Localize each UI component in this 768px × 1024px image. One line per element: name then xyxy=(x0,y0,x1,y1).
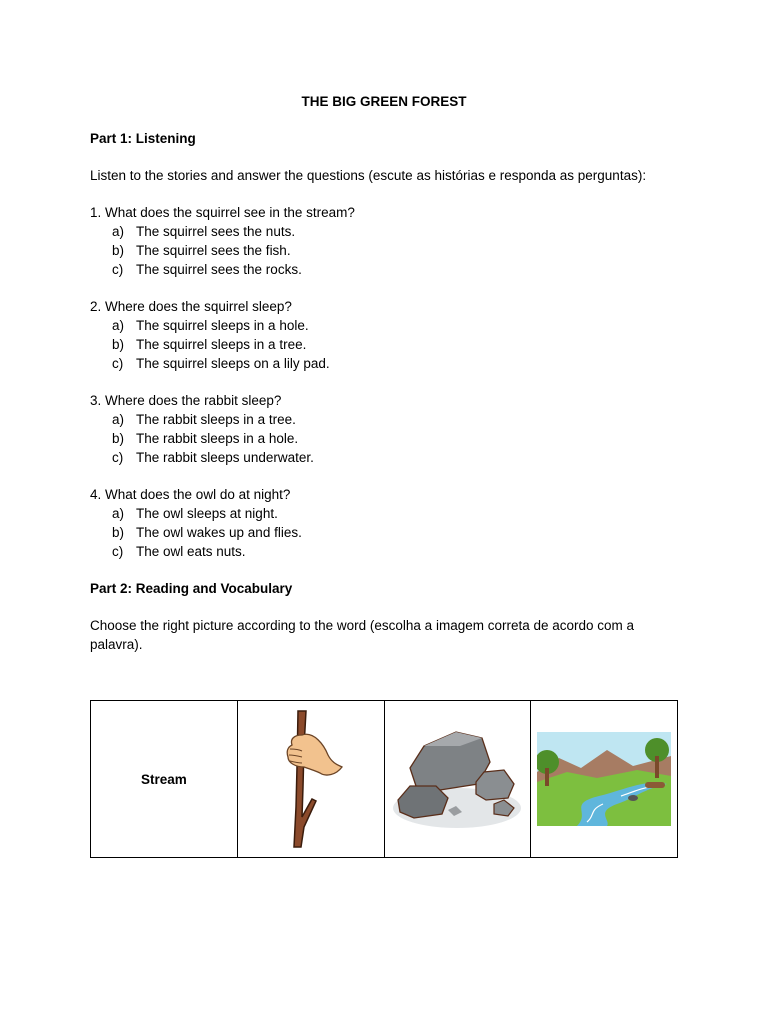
option-item xyxy=(90,410,690,429)
option-letter: b) xyxy=(112,525,125,540)
option-letter: c) xyxy=(112,544,124,559)
picture-cell-rocks[interactable] xyxy=(384,701,531,858)
option-item xyxy=(90,222,690,241)
option-letter: a) xyxy=(112,412,125,427)
option-letter: b) xyxy=(112,337,125,352)
option-letter: c) xyxy=(112,262,124,277)
option-letter: b) xyxy=(112,243,125,258)
page-title: THE BIG GREEN FOREST xyxy=(301,94,467,109)
option-item xyxy=(90,429,690,448)
question-text: 2. Where does the squirrel sleep? xyxy=(90,299,292,314)
question-text: 1. What does the squirrel see in the stream? xyxy=(90,205,355,220)
option-letter: c) xyxy=(112,450,124,465)
option-letter: a) xyxy=(112,224,125,239)
worksheet-page xyxy=(90,92,690,858)
word-cell xyxy=(91,701,238,858)
option-list xyxy=(90,504,690,561)
picture-cell-stick[interactable] xyxy=(237,701,384,858)
option-text: The squirrel sees the fish. xyxy=(136,243,291,258)
option-item xyxy=(90,542,690,561)
option-letter: a) xyxy=(112,318,125,333)
option-list xyxy=(90,410,690,467)
option-text: The owl sleeps at night. xyxy=(136,506,278,521)
option-text: The owl eats nuts. xyxy=(136,544,246,559)
option-text: The rabbit sleeps underwater. xyxy=(136,450,314,465)
stick-image xyxy=(276,707,346,852)
table-row xyxy=(91,701,678,858)
option-item xyxy=(90,241,690,260)
vocabulary-table xyxy=(90,700,678,858)
vocabulary-word: Stream xyxy=(140,771,187,787)
option-item xyxy=(90,335,690,354)
option-text: The squirrel sleeps in a hole. xyxy=(136,318,309,333)
part2-instruction: Choose the right picture according to the word (escolha a imagem correta de acordo com a palavra). xyxy=(90,618,635,652)
question-text: 4. What does the owl do at night? xyxy=(90,487,291,502)
question-4 xyxy=(90,485,690,561)
option-text: The squirrel sleeps on a lily pad. xyxy=(136,356,330,371)
option-letter: c) xyxy=(112,356,124,371)
option-item xyxy=(90,448,690,467)
option-letter: b) xyxy=(112,431,125,446)
option-item xyxy=(90,260,690,279)
option-item xyxy=(90,316,690,335)
picture-cell-stream[interactable] xyxy=(531,701,678,858)
option-item xyxy=(90,523,690,542)
option-item xyxy=(90,504,690,523)
question-1 xyxy=(90,203,690,279)
option-item xyxy=(90,354,690,373)
question-2 xyxy=(90,297,690,373)
option-text: The squirrel sees the rocks. xyxy=(136,262,302,277)
stream-image xyxy=(537,732,671,826)
part2-heading: Part 2: Reading and Vocabulary xyxy=(90,581,293,596)
option-letter: a) xyxy=(112,506,125,521)
rocks-image xyxy=(390,724,524,834)
option-text: The squirrel sees the nuts. xyxy=(136,224,296,239)
option-list xyxy=(90,222,690,279)
part1-heading: Part 1: Listening xyxy=(90,131,196,146)
question-text: 3. Where does the rabbit sleep? xyxy=(90,393,282,408)
question-3 xyxy=(90,391,690,467)
part1-instruction: Listen to the stories and answer the questions (escute as histórias e responda as perguntas): xyxy=(90,168,647,183)
option-text: The rabbit sleeps in a tree. xyxy=(136,412,296,427)
option-list xyxy=(90,316,690,373)
option-text: The owl wakes up and flies. xyxy=(136,525,302,540)
option-text: The squirrel sleeps in a tree. xyxy=(136,337,307,352)
option-text: The rabbit sleeps in a hole. xyxy=(136,431,299,446)
